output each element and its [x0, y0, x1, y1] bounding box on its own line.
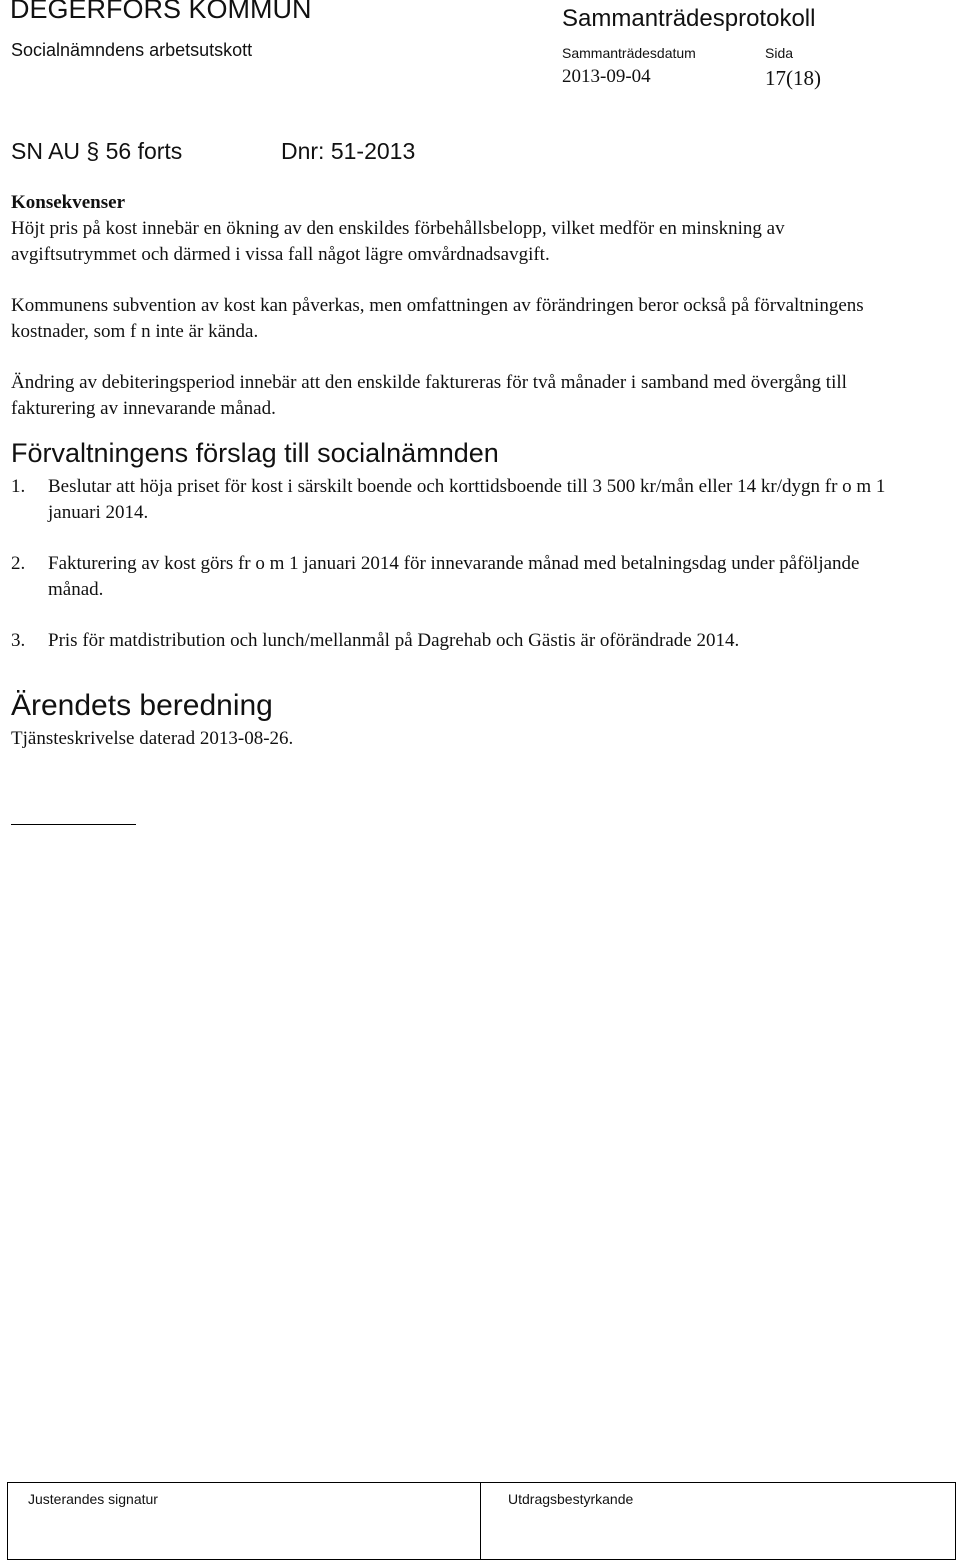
proposal-list [11, 474, 911, 654]
consequences-heading: Konsekvenser [11, 192, 125, 213]
page-number: 17(18) [765, 66, 821, 90]
proposal-number: 1. [11, 476, 26, 497]
case-number: Dnr: 51-2013 [281, 138, 416, 164]
consequences-paragraph: Ändring av debiteringsperiod innebär att den enskilde faktureras för två månader i samband med övergång till fakturering av innevarande månad. [11, 372, 847, 419]
proposal-number: 3. [11, 630, 26, 651]
organization-name: DEGERFORS KOMMUN [10, 0, 312, 24]
separator-line [11, 824, 136, 825]
signature-box [8, 1483, 481, 1559]
proposal-number: 2. [11, 553, 26, 574]
certification-label: Utdragsbestyrkande [508, 1491, 634, 1507]
committee-name: Socialnämndens arbetsutskott [11, 40, 253, 60]
preparation-heading: Ärendets beredning [11, 689, 273, 722]
consequences-paragraph: Kommunens subvention av kost kan påverkas, men omfattningen av förändringen beror också på förvaltningens kostnader, som f n inte är kända. [11, 295, 864, 342]
proposal-item [11, 474, 911, 526]
section-title: SN AU § 56 forts [11, 138, 183, 164]
page-label: Sida [765, 45, 794, 61]
proposal-item [11, 551, 911, 603]
document-body [11, 190, 911, 752]
document-type: Sammanträdesprotokoll [562, 5, 816, 32]
meeting-date: 2013-09-04 [562, 66, 651, 87]
consequences-paragraph: Höjt pris på kost innebär en ökning av den enskildes förbehållsbelopp, vilket medför en minskning av avgiftsutrymmet och därmed i vissa fall något lägre omvårdnadsavgift. [11, 218, 785, 265]
meeting-date-label: Sammanträdesdatum [562, 45, 696, 61]
proposal-item [11, 628, 911, 654]
signature-footer [7, 1482, 956, 1560]
preparation-text: Tjänsteskrivelse daterad 2013-08-26. [11, 728, 294, 749]
certification-box [481, 1483, 955, 1559]
proposal-text: Beslutar att höja priset för kost i särskilt boende och korttidsboende till 3 500 kr/mån eller 14 kr/dygn fr o m 1 januari 2014. [48, 476, 886, 523]
proposal-heading: Förvaltningens förslag till socialnämnden [11, 438, 499, 468]
signature-label: Justerandes signatur [28, 1491, 158, 1507]
proposal-text: Fakturering av kost görs fr o m 1 januari 2014 för innevarande månad med betalningsdag under påföljande månad. [48, 553, 860, 600]
proposal-text: Pris för matdistribution och lunch/mellanmål på Dagrehab och Gästis är oförändrade 2014. [48, 630, 740, 651]
